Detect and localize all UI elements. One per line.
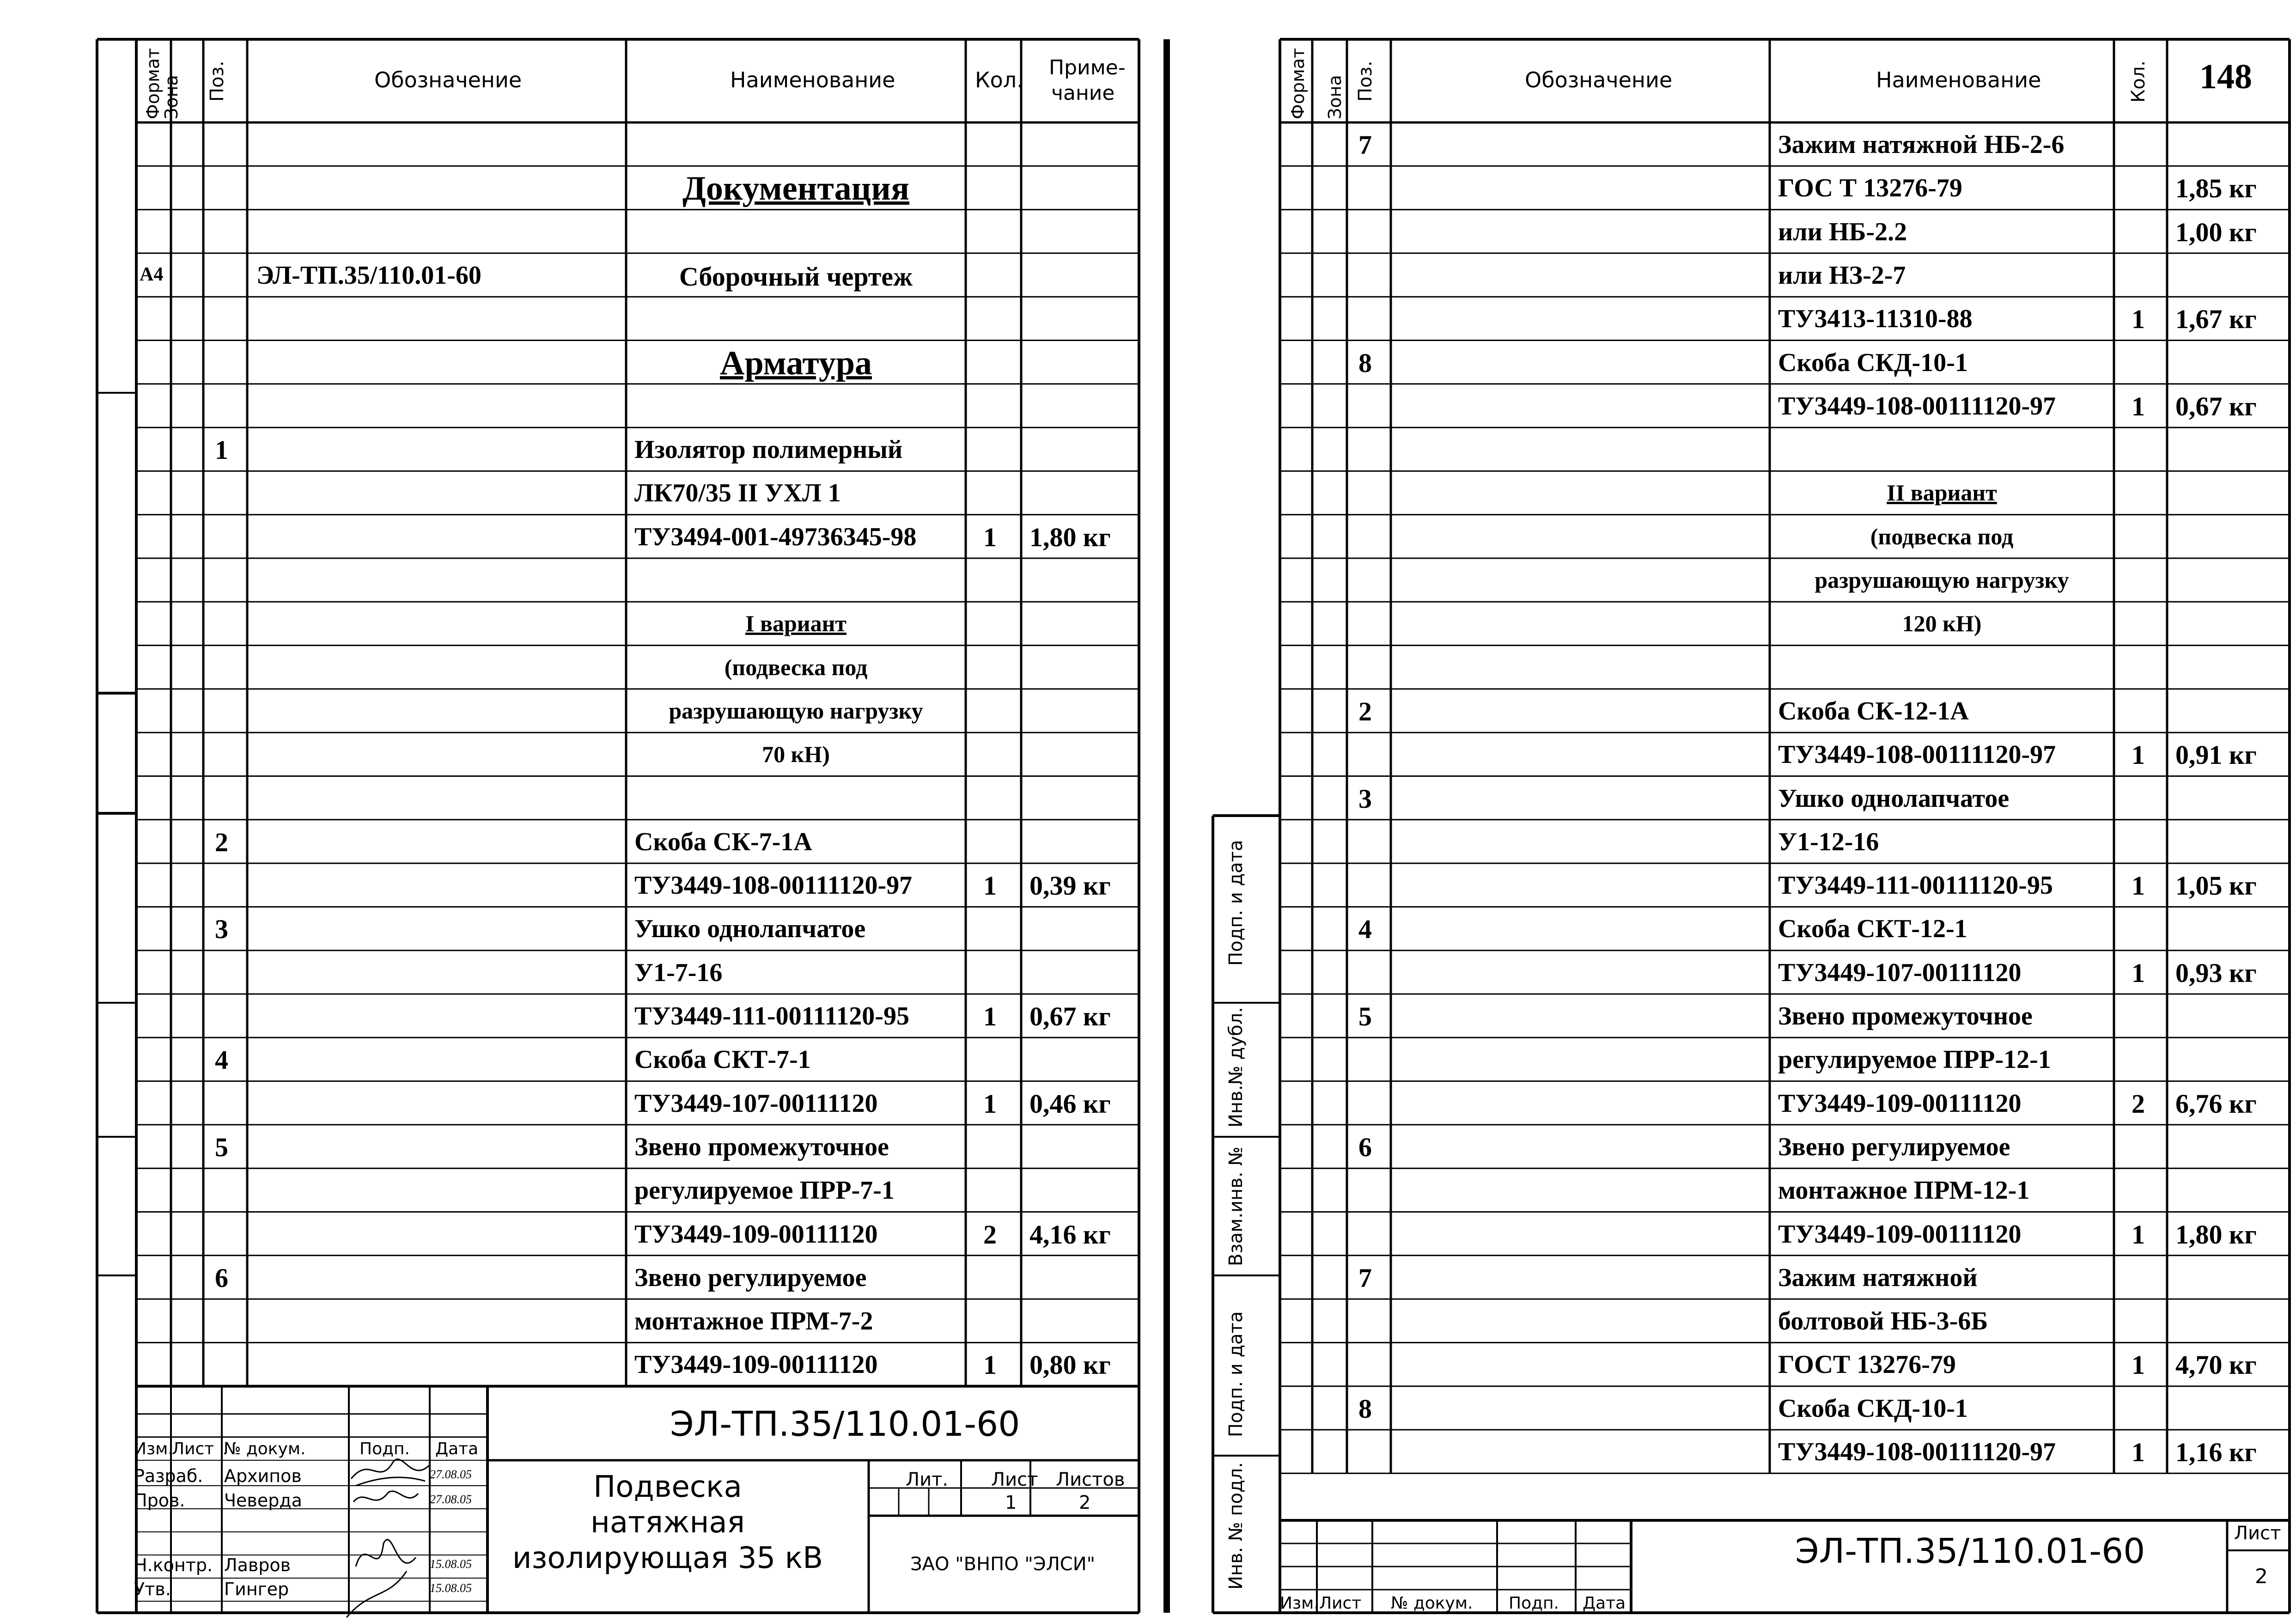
- row-qty: 2: [2132, 1088, 2145, 1119]
- row-name: болтовой НБ-3-6Б: [1778, 1307, 1988, 1336]
- row-name: ТУ3449-109-00111120: [634, 1350, 878, 1379]
- row-name: Зажим натяжной: [1778, 1263, 1978, 1292]
- header-format-r: Формат: [1288, 48, 1308, 119]
- row-name: Скоба СКД-10-1: [1778, 348, 1968, 377]
- row-name: ЛК70/35 II УХЛ 1: [634, 479, 841, 508]
- section-heading: Арматура: [720, 344, 872, 382]
- tb-podp: Подп.: [359, 1439, 410, 1458]
- tb-doc: № докум.: [224, 1439, 306, 1458]
- row-pos: 8: [1358, 1393, 1372, 1424]
- row-qty: 1: [983, 522, 997, 552]
- row-qty: 1: [983, 1001, 997, 1031]
- header-zone: Зона: [161, 75, 182, 119]
- tb-lit-label: Лит.: [906, 1469, 949, 1490]
- row-note: 0,80 кг: [1029, 1350, 1111, 1380]
- row-note: 1,16 кг: [2175, 1437, 2257, 1467]
- row-note: 0,39 кг: [1029, 871, 1111, 901]
- row-name: I вариант: [745, 610, 847, 637]
- row-name: У1-7-16: [634, 958, 723, 987]
- tb-list: Лист: [172, 1439, 214, 1458]
- tb-date-4: 15.08.05: [430, 1581, 472, 1595]
- row-qty: 1: [2132, 304, 2145, 335]
- page-number: 148: [2199, 57, 2252, 96]
- row-name: ТУ3449-107-00111120: [1778, 958, 2022, 987]
- row-qty: 1: [2132, 957, 2145, 988]
- document-title: [490, 1470, 846, 1576]
- header-note-2: чание: [1051, 81, 1115, 105]
- row-qty: 1: [983, 871, 997, 901]
- tb-izm-r: Изм.: [1280, 1594, 1319, 1613]
- row-name: Звено регулируемое: [634, 1263, 867, 1292]
- row-qty: 1: [983, 1088, 997, 1119]
- tb-sheet-label-r: Лист: [2234, 1523, 2281, 1544]
- header-qty-r: Кол.: [2128, 60, 2149, 103]
- row-pos: 5: [1358, 1001, 1372, 1031]
- row-name: Скоба СКД-10-1: [1778, 1394, 1968, 1423]
- row-note: 0,91 кг: [2175, 740, 2257, 770]
- row-pos: 2: [1358, 696, 1372, 726]
- row-format: А4: [140, 263, 164, 285]
- row-qty: 1: [2132, 1219, 2145, 1250]
- header-note-1: Приме-: [1049, 56, 1126, 79]
- row-qty: 1: [2132, 871, 2145, 901]
- row-qty: 1: [2132, 740, 2145, 770]
- row-name: 70 кН): [762, 741, 830, 768]
- row-pos: 3: [215, 914, 228, 945]
- row-name: Скоба СК-7-1А: [634, 827, 812, 856]
- row-pos: 3: [1358, 783, 1372, 814]
- title-line-2: натяжная: [590, 1505, 745, 1540]
- row-qty: 1: [2132, 1350, 2145, 1380]
- row-name: ГОСТ 13276-79: [1778, 1350, 1956, 1379]
- document-code: ЭЛ-ТП.35/110.01-60: [670, 1404, 1020, 1444]
- row-note: 0,46 кг: [1029, 1088, 1111, 1119]
- tb-role-4: Утв.: [134, 1579, 171, 1599]
- row-note: 4,16 кг: [1029, 1219, 1111, 1250]
- tb-date-3: 15.08.05: [430, 1557, 472, 1571]
- title-line-3: изолирующая 35 кВ: [512, 1541, 823, 1575]
- row-name: Ушко однолапчатое: [634, 915, 866, 944]
- tb-sheets-label: Листов: [1056, 1469, 1125, 1490]
- row-note: 4,70 кг: [2175, 1350, 2257, 1380]
- row-pos: 7: [1358, 130, 1372, 160]
- tb-date-1: 27.08.05: [430, 1468, 472, 1481]
- row-note: 1,85 кг: [2175, 173, 2257, 204]
- tb-person-2: Чеверда: [224, 1490, 302, 1511]
- tb-role-3: Н.контр.: [134, 1555, 213, 1575]
- row-designation: ЭЛ-ТП.35/110.01-60: [256, 261, 481, 290]
- row-name: У1-12-16: [1778, 827, 1879, 856]
- tb-company: ЗАО "ВНПО "ЭЛСИ": [910, 1554, 1096, 1575]
- row-name: ТУ3413-11310-88: [1778, 305, 1973, 334]
- tb-sheet-label: Лист: [991, 1469, 1038, 1490]
- tb-role-1: Разраб.: [134, 1466, 203, 1486]
- row-name: ГОС Т 13276-79: [1778, 174, 1962, 203]
- row-name: Звено промежуточное: [1778, 1002, 2033, 1031]
- row-name: ТУ3449-109-00111120: [1778, 1220, 2022, 1249]
- row-name: II вариант: [1887, 480, 1997, 506]
- row-note: 1,67 кг: [2175, 304, 2257, 335]
- row-name: Изолятор полимерный: [634, 435, 903, 464]
- tb-sheets-total: 2: [1079, 1492, 1091, 1513]
- tb-podp-r: Подп.: [1509, 1594, 1559, 1613]
- stamp-podp-data-1: Подп. и дата: [1225, 840, 1247, 966]
- row-note: 0,67 кг: [1029, 1001, 1111, 1031]
- header-format: Формат: [143, 48, 163, 119]
- tb-list-r: Лист: [1319, 1594, 1362, 1613]
- row-name: ТУ3449-108-00111120-97: [1778, 1438, 2056, 1466]
- header-qty: Кол.: [975, 67, 1023, 92]
- row-name: ТУ3449-111-00111120-95: [634, 1002, 909, 1031]
- row-name: (подвеска под: [724, 654, 868, 680]
- row-name: (подвеска под: [1870, 523, 2014, 549]
- row-pos: 5: [215, 1132, 228, 1162]
- tb-doc-r: № докум.: [1391, 1594, 1473, 1613]
- row-name: регулируемое ПРР-12-1: [1778, 1045, 2051, 1074]
- row-pos: 7: [1358, 1262, 1372, 1293]
- tb-person-3: Лавров: [224, 1555, 291, 1575]
- tb-sheet-number-r: 2: [2255, 1565, 2268, 1588]
- row-note: 1,80 кг: [1029, 522, 1111, 552]
- row-name: монтажное ПРМ-12-1: [1778, 1176, 2030, 1205]
- tb-sheet-number: 1: [1005, 1492, 1017, 1513]
- row-name: или НБ-2.2: [1778, 217, 1907, 246]
- header-zone-r: Зона: [1325, 75, 1345, 119]
- section-heading: Документация: [682, 170, 909, 208]
- row-note: 0,67 кг: [2175, 391, 2257, 421]
- row-qty: 2: [983, 1219, 997, 1250]
- row-name: ТУ3494-001-49736345-98: [634, 522, 917, 551]
- row-name: регулируемое ПРР-7-1: [634, 1176, 895, 1205]
- tb-data: Дата: [435, 1439, 479, 1458]
- row-name: Скоба СКТ-7-1: [634, 1045, 811, 1074]
- row-qty: 1: [983, 1350, 997, 1380]
- row-name: ТУ3449-108-00111120-97: [1778, 391, 2056, 421]
- row-name: монтажное ПРМ-7-2: [634, 1307, 873, 1336]
- row-note: 1,05 кг: [2175, 871, 2257, 901]
- row-name: Ушко однолапчатое: [1778, 784, 2010, 813]
- header-designation: Обозначение: [374, 67, 522, 92]
- row-name: Звено регулируемое: [1778, 1132, 2010, 1161]
- row-qty: 1: [2132, 1437, 2145, 1467]
- tb-date-2: 27.08.05: [430, 1493, 472, 1506]
- row-name: Звено промежуточное: [634, 1132, 889, 1161]
- row-name: ТУ3449-108-00111120-97: [634, 871, 913, 900]
- row-name: или НЗ-2-7: [1778, 261, 1906, 290]
- row-note: 1,00 кг: [2175, 217, 2257, 247]
- stamp-vzam-inv: Взам.инв. №: [1225, 1146, 1247, 1266]
- row-pos: 1: [215, 435, 228, 465]
- document-code-r: ЭЛ-ТП.35/110.01-60: [1795, 1531, 2145, 1571]
- tb-izm: Изм.: [134, 1439, 173, 1458]
- row-pos: 2: [215, 827, 228, 857]
- tb-data-r: Дата: [1583, 1594, 1626, 1613]
- row-note: 0,93 кг: [2175, 957, 2257, 988]
- row-name: разрушающую нагрузку: [669, 697, 923, 724]
- stamp-podp-data-2: Подп. и дата: [1225, 1311, 1247, 1437]
- row-pos: 4: [215, 1045, 228, 1075]
- stamp-inv-podl: Инв. № подл.: [1225, 1462, 1247, 1590]
- row-note: 6,76 кг: [2175, 1088, 2257, 1119]
- row-name: ТУ3449-111-00111120-95: [1778, 871, 2053, 900]
- row-name: ТУ3449-109-00111120: [634, 1220, 878, 1249]
- stamp-inv-dubl: Инв.№ дубл.: [1225, 1007, 1247, 1128]
- header-pos: Поз.: [207, 61, 228, 102]
- header-name-r: Наименование: [1876, 67, 2041, 92]
- row-pos: 8: [1358, 348, 1372, 378]
- row-name: Скоба СК-12-1А: [1778, 696, 1969, 726]
- row-name: 120 кН): [1902, 610, 1982, 637]
- row-pos: 4: [1358, 914, 1372, 945]
- row-name: ТУ3449-108-00111120-97: [1778, 740, 2056, 769]
- row-qty: 1: [2132, 391, 2145, 421]
- row-pos: 6: [215, 1262, 228, 1293]
- header-name: Наименование: [730, 67, 895, 92]
- row-name: ТУ3449-109-00111120: [1778, 1089, 2022, 1118]
- header-pos-r: Поз.: [1355, 61, 1376, 102]
- tb-role-2: Пров.: [134, 1490, 185, 1511]
- tb-person-1: Архипов: [224, 1466, 302, 1486]
- row-name: Зажим натяжной НБ-2-6: [1778, 130, 2065, 159]
- row-name: Сборочный чертеж: [679, 261, 913, 292]
- header-designation-r: Обозначение: [1525, 67, 1673, 92]
- row-pos: 6: [1358, 1132, 1372, 1162]
- row-note: 1,80 кг: [2175, 1219, 2257, 1250]
- row-name: разрушающую нагрузку: [1815, 567, 2069, 593]
- tb-person-4: Гингер: [224, 1579, 289, 1599]
- title-line-1: Подвеска: [593, 1470, 742, 1504]
- row-name: Скоба СКТ-12-1: [1778, 915, 1967, 944]
- row-name: ТУ3449-107-00111120: [634, 1089, 878, 1118]
